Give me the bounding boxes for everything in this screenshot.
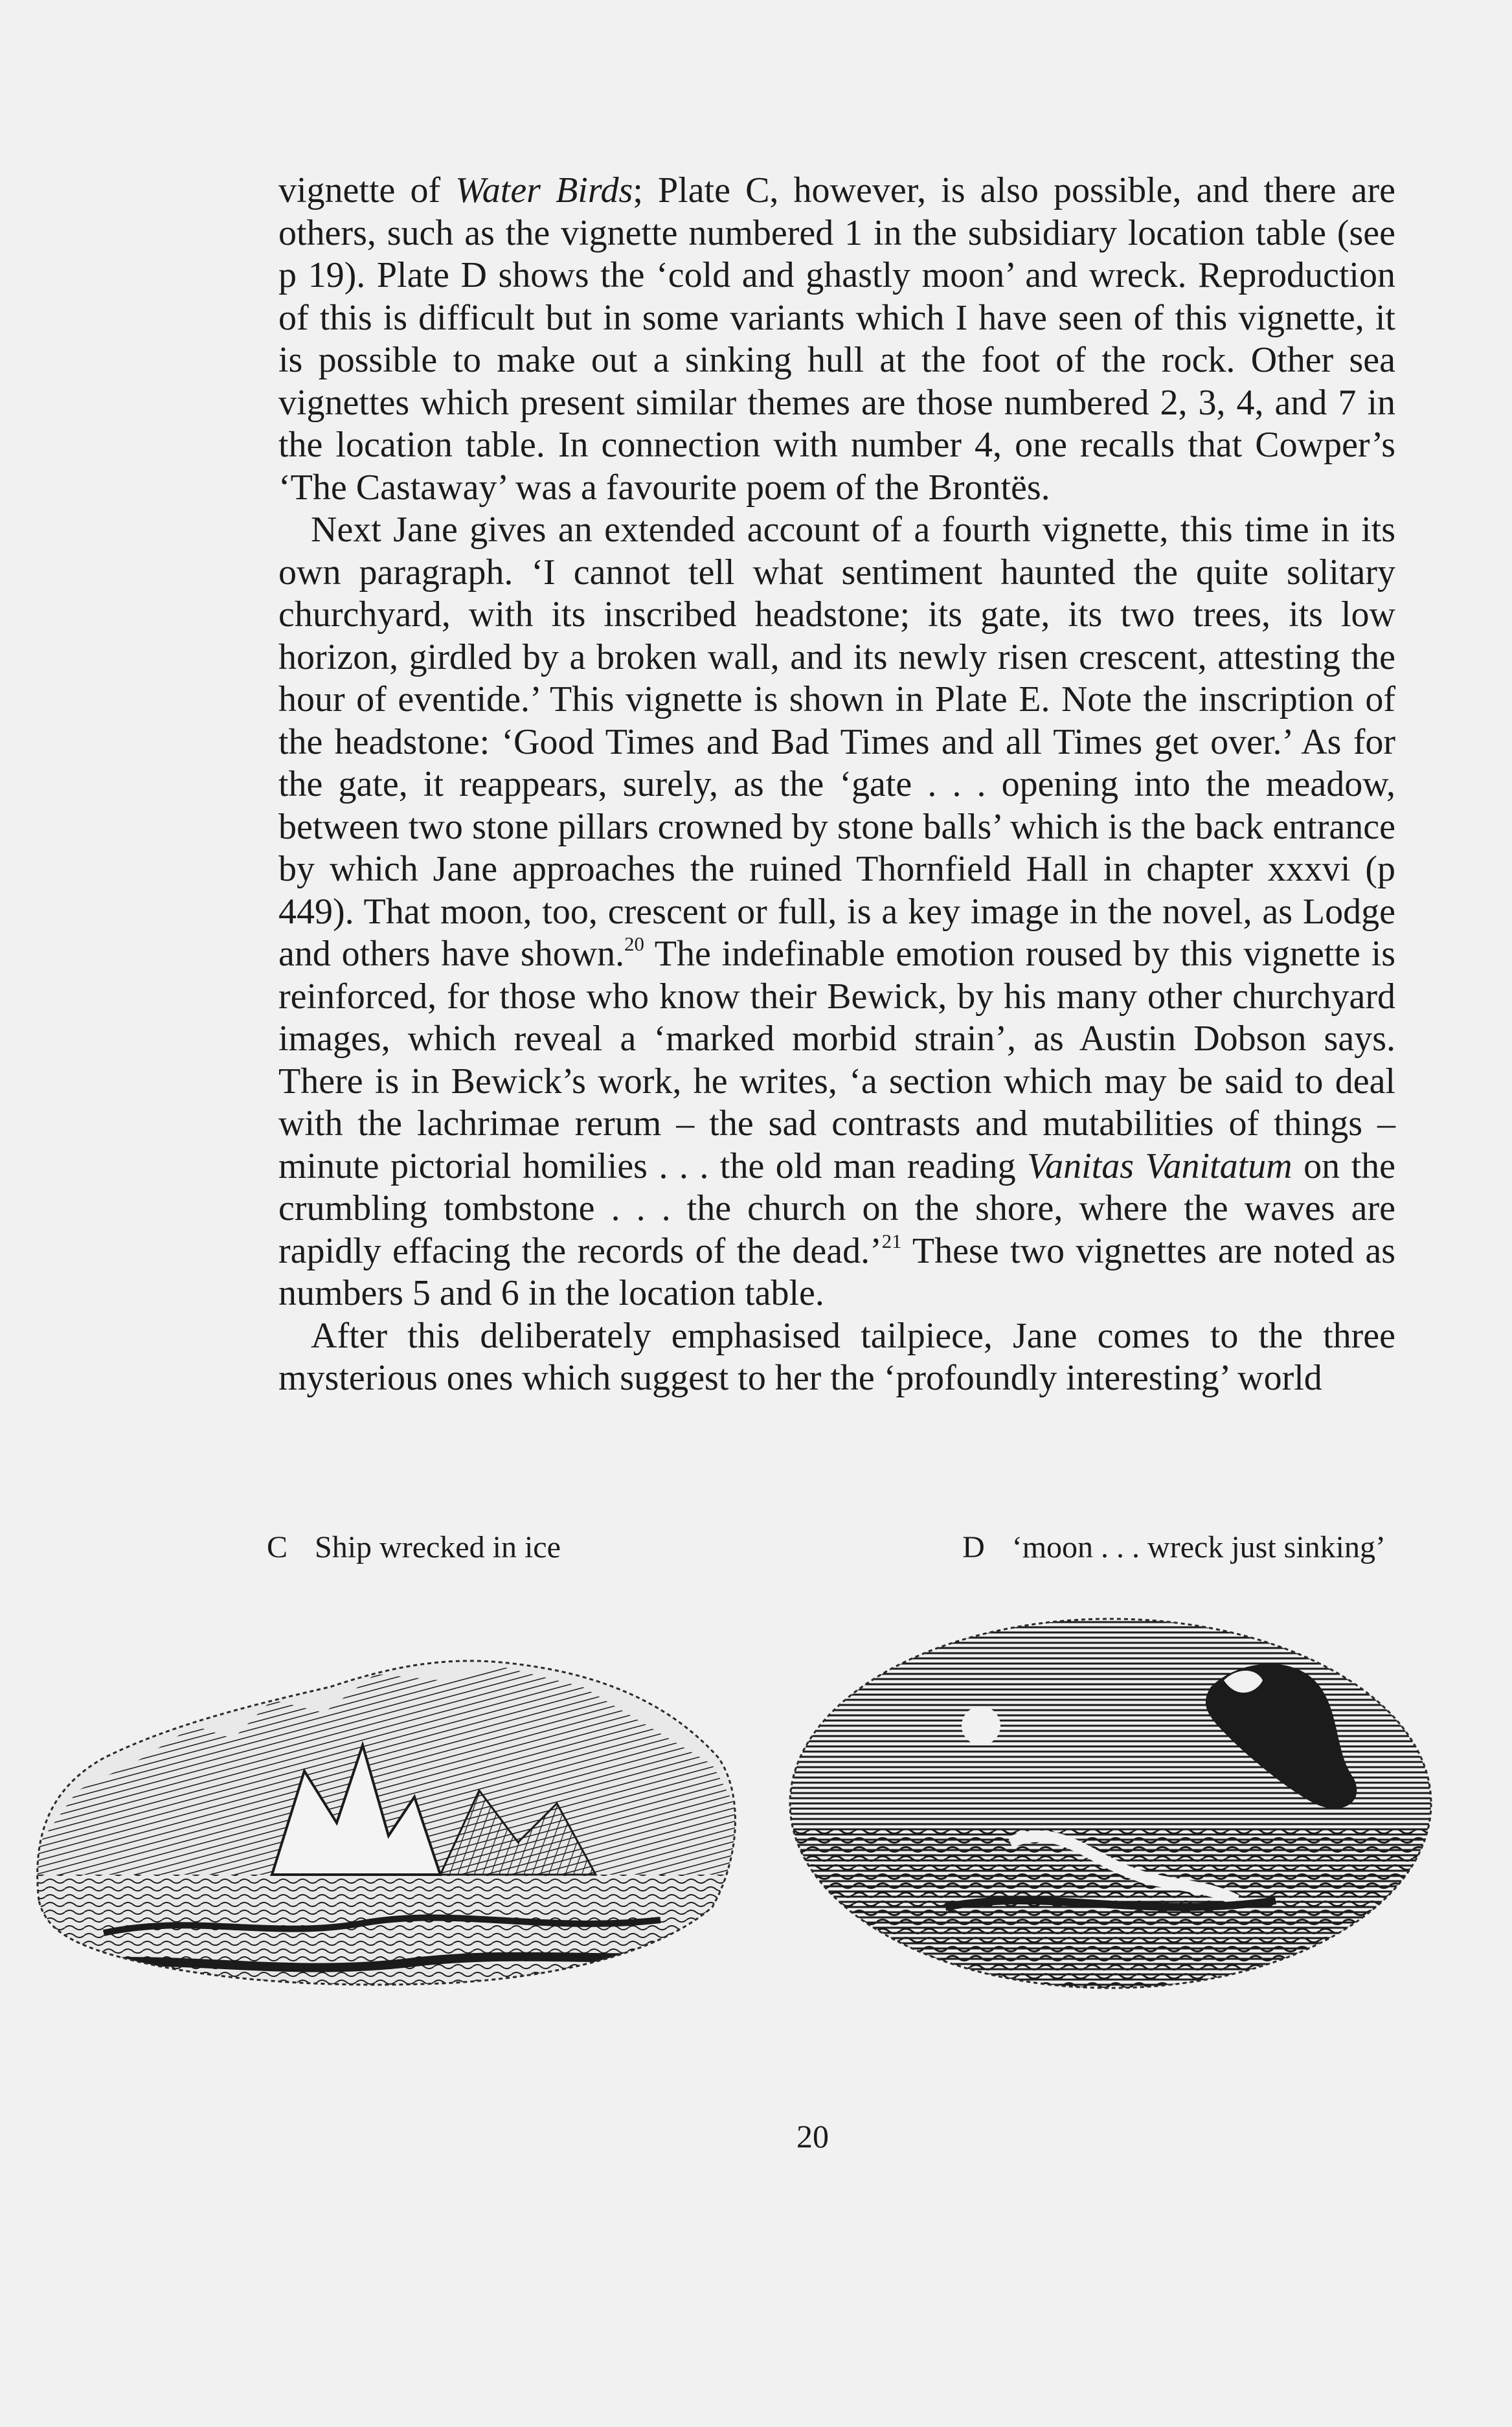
- page-number: 20: [796, 2118, 829, 2154]
- caption-d: [962, 1528, 1386, 1567]
- plate-letter-d: D: [962, 1530, 985, 1564]
- text-run: These two vignettes are noted as numbers 5 and 6 in the location table.: [278, 1230, 1395, 1313]
- caption-d-text: ‘moon . . . wreck just sinking’: [1011, 1530, 1386, 1564]
- engraving-ship-wrecked-in-ice: [26, 1629, 745, 1991]
- body-text: [278, 170, 1395, 1400]
- italic-title: Vanitas Vanitatum: [1027, 1146, 1292, 1186]
- caption-c: [267, 1528, 561, 1567]
- footnote-ref-20: 20: [624, 932, 644, 955]
- engraving-moon-wreck-sinking: [784, 1609, 1438, 1998]
- plate-letter-c: C: [267, 1530, 288, 1564]
- caption-c-text: Ship wrecked in ice: [315, 1530, 561, 1564]
- footnote-ref-21: 21: [881, 1230, 902, 1252]
- paragraph-2: [278, 509, 1395, 1315]
- text-run: ; Plate C, however, is also possible, and there are others, such as the vignette numbered 1 in the subsidiary location table (see p 19). Plate D shows the ‘cold and ghastly moon’ and wreck. Reproduction of this is difficult but in some variants which I have seen of this vignette, it is possible to make out a sinking hull at the foot of the rock. Other sea vignettes which present similar themes are those numbered 2, 3, 4, and 7 in the location table. In connection with number 4, one recalls that Cowper’s ‘The Castaway’ was a favourite poem of the Brontës.: [278, 170, 1395, 508]
- italic-title: Water Birds: [455, 170, 633, 210]
- text-run: on the crumbling tombstone . . . the church on the shore, where the waves are rapidly effacing the records of the dead.’: [278, 1146, 1395, 1271]
- text-run: The indefinable emotion roused by this vignette is reinforced, for those who know their Bewick, by his many other churchyard images, which reveal a ‘marked morbid strain’, as Austin Dobson says. There is in Bewick’s work, he writes, ‘a section which may be said to deal with the lachrimae rerum – the sad contrasts and mutabilities of things – minute pictorial homilies . . . the old man reading: [278, 934, 1396, 1186]
- text-run: vignette of: [278, 170, 456, 210]
- text-run: Next Jane gives an extended account of a fourth vignette, this time in its own paragraph. ‘I cannot tell what sentiment haunted the quite solitary churchyard, with its inscribed headstone; its gate, its two trees, its low horizon, girdled by a broken wall, and its newly risen crescent, attesting the hour of eventide.’ This vignette is shown in Plate E. Note the inscription of the headstone: ‘Good Times and Bad Times and all Times get over.’ As for the gate, it reappears, surely, as the ‘gate . . . opening into the meadow, between two stone pillars crowned by stone balls’ which is the back entrance by which Jane approaches the ruined Thornfield Hall in chapter xxxvi (p 449). That moon, too, crescent or full, is a key image in the novel, as Lodge and others have shown.: [278, 510, 1395, 974]
- paragraph-1: [278, 170, 1395, 509]
- paragraph-3: After this deliberately emphasised tailpiece, Jane comes to the three mysterious ones which suggest to her the ‘profoundly interesting’ world: [278, 1315, 1395, 1398]
